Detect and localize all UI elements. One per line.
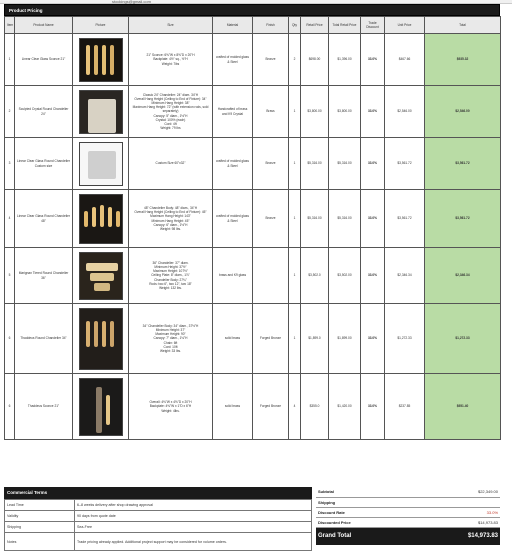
- total-retail-price: $5,316.00: [329, 190, 361, 248]
- item-number: 5: [5, 248, 15, 304]
- product-name: Thaddeus Round Chandelier 34": [15, 304, 73, 374]
- col-size: Size: [129, 17, 213, 34]
- terms-value[interactable]: Sea-Free: [75, 522, 312, 533]
- terms-value[interactable]: 6–8 weeks delivery after shop drawing approval: [75, 500, 312, 511]
- product-material: crafted of molded glass & Steel: [213, 190, 253, 248]
- subtotal-value[interactable]: $22,349.00: [408, 487, 500, 497]
- col-retail-price: Retail Price: [301, 17, 329, 34]
- product-finish: Forged Bronze: [253, 374, 289, 440]
- product-name: Thaddeus Sconce 21": [15, 374, 73, 440]
- product-size: 48" Chandelier Body: 48" diam., 34"H Overall Hang Height (Ceiling to End of Fixture): 45" Maximum Hang Height: 143" Minimum Hang Height: 45" Canopy: 6" diam., 1½"H Weight: 98 lbs.: [129, 190, 213, 248]
- product-size: Custom Size 60"x32": [129, 138, 213, 190]
- item-number: 6: [5, 304, 15, 374]
- terms-row: [5, 533, 312, 551]
- summary-discount-rate-row: [316, 507, 500, 517]
- unit-price: $467.66: [385, 34, 425, 86]
- terms-label: Notes: [5, 533, 75, 551]
- col-total-retail-price: Total Retail Price: [329, 17, 361, 34]
- product-photo[interactable]: [79, 38, 123, 82]
- row-total: $2,346.34: [425, 248, 501, 304]
- product-finish: Bronze: [253, 190, 289, 248]
- product-qty[interactable]: 2: [289, 34, 301, 86]
- product-size: 34" Chandelier Body: 34" diam., 37½"H Minimum Height: 37" Maximum Height: 90" Canopy: 7" diam., 1⅛"H Chain: 6ft Cord: 10ft Weight: 33 lbs.: [129, 304, 213, 374]
- terms-label: Lead Time: [5, 500, 75, 511]
- product-picture: [73, 138, 129, 190]
- subtotal-label: Subtotal: [316, 487, 408, 497]
- product-picture: [73, 304, 129, 374]
- item-number: 6: [5, 374, 15, 440]
- product-qty[interactable]: 1: [289, 86, 301, 138]
- product-finish: Bronze: [253, 138, 289, 190]
- trade-discount: 33.0%: [361, 248, 385, 304]
- terms-value[interactable]: Trade pricing already applied. Additional project support may be considered for volume orders.: [75, 533, 312, 551]
- trade-discount: 33.0%: [361, 190, 385, 248]
- product-photo[interactable]: [79, 378, 123, 436]
- terms-label: Validity: [5, 511, 75, 522]
- col-finish: Finish: [253, 17, 289, 34]
- product-material: crafted of molded glass & Steel: [213, 34, 253, 86]
- col-total: Total: [425, 17, 501, 34]
- trade-discount: 33.0%: [361, 304, 385, 374]
- photo-detail: [110, 321, 114, 347]
- table-row: [5, 86, 501, 138]
- photo-detail: [88, 99, 116, 133]
- product-photo[interactable]: [79, 142, 123, 186]
- terms-value[interactable]: 90 days from quote date: [75, 511, 312, 522]
- retail-price: $355.0: [301, 374, 329, 440]
- summary-discounted-row: [316, 517, 500, 527]
- total-retail-price: $3,800.00: [329, 86, 361, 138]
- section-title: Product Pricing: [9, 8, 43, 13]
- retail-price: $3,800.00: [301, 86, 329, 138]
- product-picture: [73, 248, 129, 304]
- total-retail-price: $1,420.00: [329, 374, 361, 440]
- product-photo[interactable]: [79, 308, 123, 370]
- grand-total-value[interactable]: $14,973.83: [408, 527, 500, 545]
- row-total: $2,546.00: [425, 86, 501, 138]
- product-finish: Bronze: [253, 34, 289, 86]
- row-total: $951.40: [425, 374, 501, 440]
- product-photo[interactable]: [79, 252, 123, 300]
- photo-detail: [94, 321, 98, 347]
- photo-detail: [96, 387, 102, 433]
- total-retail-price: $1,396.00: [329, 34, 361, 86]
- unit-price: $3,561.72: [385, 190, 425, 248]
- total-retail-price: $1,899.00: [329, 304, 361, 374]
- item-number: 3: [5, 138, 15, 190]
- table-row: [5, 304, 501, 374]
- terms-row: [5, 522, 312, 533]
- photo-detail: [84, 211, 88, 227]
- table-header-row: [5, 17, 501, 34]
- row-total: $3,561.72: [425, 190, 501, 248]
- shipping-value[interactable]: [408, 497, 500, 507]
- pricing-table: [4, 16, 501, 440]
- grand-total-row: [316, 527, 500, 545]
- total-retail-price: $3,502.00: [329, 248, 361, 304]
- product-qty[interactable]: 1: [289, 190, 301, 248]
- photo-detail: [102, 45, 106, 75]
- product-photo[interactable]: [79, 194, 123, 244]
- item-number: 2: [5, 86, 15, 138]
- product-qty[interactable]: 4: [289, 374, 301, 440]
- row-total: $3,561.72: [425, 138, 501, 190]
- table-row: [5, 248, 501, 304]
- trade-discount: 33.0%: [361, 138, 385, 190]
- product-picture: [73, 86, 129, 138]
- total-retail-price: $5,316.00: [329, 138, 361, 190]
- photo-detail: [108, 207, 112, 227]
- retail-price: $5,316.00: [301, 190, 329, 248]
- contact-email[interactable]: stockings@gmail.com: [112, 0, 151, 4]
- photo-detail: [110, 45, 114, 75]
- unit-price: $2,346.34: [385, 248, 425, 304]
- table-row: [5, 190, 501, 248]
- summary-shipping-row: [316, 497, 500, 507]
- product-finish: [253, 248, 289, 304]
- product-name: Sculpted Crystal Round Chandelier 24": [15, 86, 73, 138]
- trade-discount: 33.0%: [361, 374, 385, 440]
- product-name: Linear Clear Glass Round Chandelier 48": [15, 190, 73, 248]
- commercial-terms-table: [4, 499, 312, 551]
- retail-price: $1,899.0: [301, 304, 329, 374]
- retail-price: $5,316.00: [301, 138, 329, 190]
- product-picture: [73, 190, 129, 248]
- row-total: $1,272.33: [425, 304, 501, 374]
- summary-table: [316, 487, 500, 545]
- col-unit-price: Unit Price: [385, 17, 425, 34]
- photo-detail: [94, 283, 110, 291]
- unit-price: $237.85: [385, 374, 425, 440]
- photo-detail: [106, 395, 110, 425]
- terms-row: [5, 511, 312, 522]
- product-size: Classic 24" Chandelier: 24" diam. 34"H Overall Hang Height (Ceiling to End of Fixture): 34" Minimum Hang Height: 38" Maximum Hang Height: 72" (with extension rods, sold separately) Canopy: 5" diam., 1½"H Crystal: 100% (each) Cord: 4ft Weight: 79 lbs: [129, 86, 213, 138]
- photo-detail: [90, 273, 114, 281]
- trade-discount: 33.0%: [361, 34, 385, 86]
- discount-rate-label: Discount Rate: [316, 507, 408, 517]
- trade-discount: 33.0%: [361, 86, 385, 138]
- photo-detail: [100, 205, 104, 227]
- col-qty: Qty: [289, 17, 301, 34]
- discount-rate-value[interactable]: 33.0%: [408, 507, 500, 517]
- photo-detail: [86, 321, 90, 347]
- col-item: Item: [5, 17, 15, 34]
- product-material: Handcrafted of brass and K9 Crystal: [213, 86, 253, 138]
- unit-price: $3,561.72: [385, 138, 425, 190]
- terms-row: [5, 500, 312, 511]
- table-row: [5, 138, 501, 190]
- terms-label: Shipping: [5, 522, 75, 533]
- table-row: [5, 34, 501, 86]
- col-product-name: Product Name: [15, 17, 73, 34]
- summary-subtotal-row: [316, 487, 500, 497]
- item-number: 4: [5, 190, 15, 248]
- photo-detail: [116, 211, 120, 227]
- product-picture: [73, 34, 129, 86]
- discounted-price-value[interactable]: $14,973.83: [408, 517, 500, 527]
- row-total: $935.32: [425, 34, 501, 86]
- product-pricing-header: [4, 4, 500, 16]
- product-photo[interactable]: [79, 90, 123, 134]
- table-row: [5, 374, 501, 440]
- product-material: solid brass: [213, 304, 253, 374]
- product-material: brass and K9 glass: [213, 248, 253, 304]
- grand-total-label: Grand Total: [316, 527, 408, 545]
- photo-detail: [88, 151, 116, 179]
- photo-detail: [86, 263, 118, 271]
- product-size: 21" Sconce: 6⅝"W x 8⅝"D x 20"H Backplate: 4½" sq., ½"H Weight: 7lbs: [129, 34, 213, 86]
- discounted-price-label: Discounted Price: [316, 517, 408, 527]
- product-qty[interactable]: 1: [289, 248, 301, 304]
- product-name: Linear Clear Glass Sconce 21": [15, 34, 73, 86]
- product-name: Linear Clear Glass Round Chandelier Custom size: [15, 138, 73, 190]
- col-picture: Picture: [73, 17, 129, 34]
- product-material: crafted of molded glass & Steel: [213, 138, 253, 190]
- product-picture: [73, 374, 129, 440]
- shipping-label: Shipping: [316, 497, 408, 507]
- product-qty[interactable]: 1: [289, 304, 301, 374]
- product-size: Overall: 4⅜"W x 4⅝"D x 20"H Backplate: 4⅜"W x 1"D x 6"H Weight: 4lbs.: [129, 374, 213, 440]
- item-number: 1: [5, 34, 15, 86]
- unit-price: $2,546.00: [385, 86, 425, 138]
- photo-detail: [94, 45, 98, 75]
- product-finish: Forged Bronze: [253, 304, 289, 374]
- col-material: Material: [213, 17, 253, 34]
- photo-detail: [86, 45, 90, 75]
- col-trade-discount: Trade Discount: [361, 17, 385, 34]
- photo-detail: [102, 321, 106, 347]
- product-size: 36" Chandelier: 37" diam. Minimum Height: 37½" Maximum Height: 107½" Ceiling Plate: 8" diam., 1⅞" Chandelier Body: 27¾" Rods: two 6", two 12", two 18" Weight: 132 lbs.: [129, 248, 213, 304]
- retail-price: $698.00: [301, 34, 329, 86]
- product-qty[interactable]: 1: [289, 138, 301, 190]
- product-material: solid brass: [213, 374, 253, 440]
- photo-detail: [92, 207, 96, 227]
- product-name: Marignan Tiered Round Chandelier 36": [15, 248, 73, 304]
- commercial-terms-title: Commercial Terms: [7, 490, 48, 495]
- retail-price: $3,502.0: [301, 248, 329, 304]
- product-finish: Brass: [253, 86, 289, 138]
- unit-price: $1,272.33: [385, 304, 425, 374]
- commercial-terms-header: [4, 487, 312, 499]
